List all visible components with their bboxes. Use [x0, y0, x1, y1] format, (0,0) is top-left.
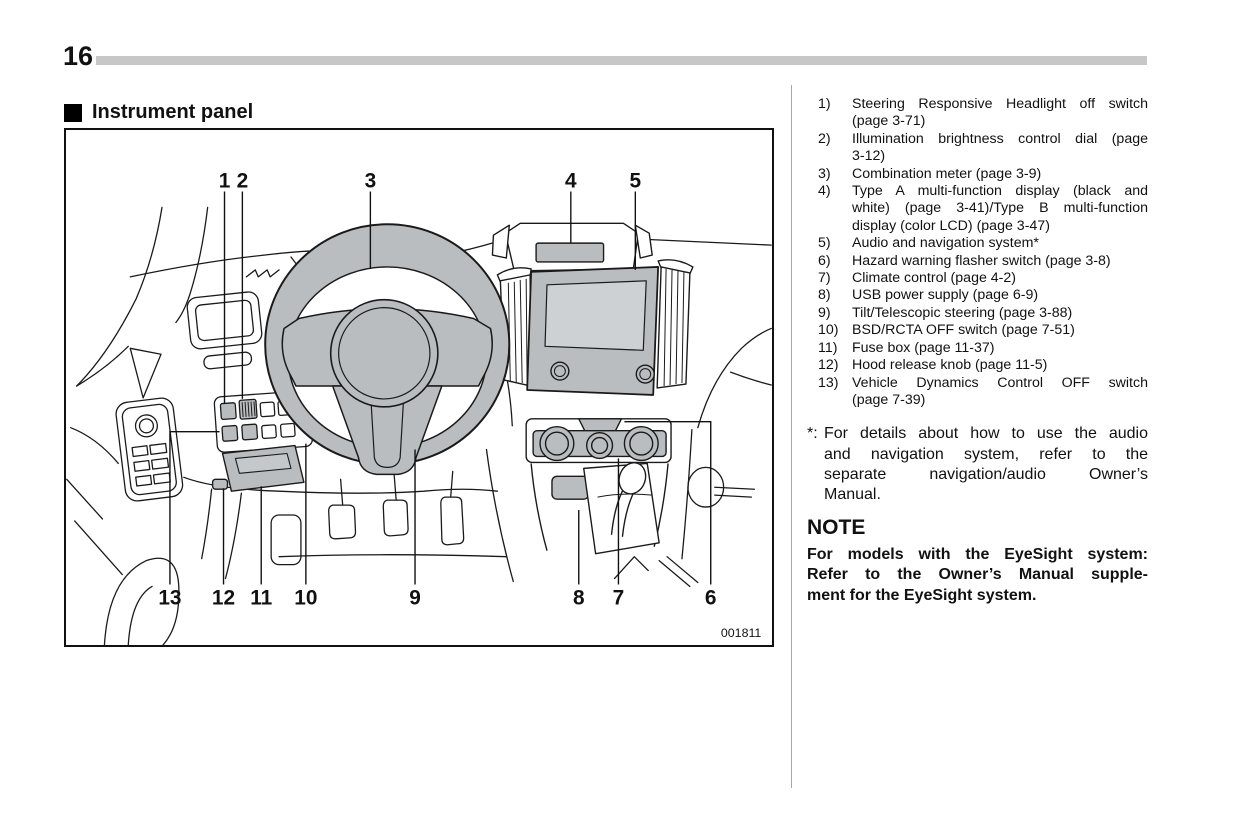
left-air-vent: [186, 291, 265, 371]
callout-5: 5: [629, 169, 642, 193]
hood-release-knob: [213, 479, 228, 489]
audio-knob-left: [551, 362, 569, 380]
center-stack-right-vent: [657, 260, 693, 388]
vdc-off-switch: [222, 425, 238, 441]
callout-8: 8: [572, 586, 585, 610]
note-heading: NOTE: [807, 516, 866, 540]
callout-7: 7: [612, 586, 625, 610]
audio-navigation-unit: [527, 267, 658, 395]
callout-4: 4: [565, 169, 577, 193]
section-heading: [64, 101, 253, 124]
callout-9: 9: [409, 586, 421, 610]
callout-12: 12: [211, 586, 236, 610]
shift-lever: [584, 459, 659, 554]
list-item: 1) Steering Responsive Headlight off switch (page 3-71): [818, 96, 1148, 130]
floor-line: [279, 555, 506, 557]
figure-code: 001811: [720, 626, 762, 641]
list-item: 8) USB power supply (page 6-9): [818, 287, 1039, 304]
list-item: 4) Type A multi-function display (black and white) (page 3-41)/Type B multi-function display (color LCD) (page 3-47): [818, 183, 1148, 234]
callout-6: 6: [704, 586, 717, 610]
note-body: For models with the EyeSight system: Refer to the Owner’s Manual supple- ment for the EyeSight system.: [807, 546, 1148, 604]
callout-11: 11: [250, 586, 273, 610]
illumination-brightness-dial: [239, 399, 257, 419]
header-bar: [96, 56, 1147, 65]
callout-10: 10: [294, 586, 318, 610]
legend-column: [807, 96, 1148, 606]
steering-hub: [331, 300, 438, 407]
instrument-panel-diagram: [66, 130, 772, 645]
list-item: 12) Hood release knob (page 11-5): [818, 357, 1048, 374]
hazard-switch: [579, 419, 622, 431]
windshield-base: [640, 239, 771, 245]
headlight-off-switch: [220, 403, 236, 420]
bsd-rcta-off-switch: [262, 425, 277, 439]
list-item: 2) Illumination brightness control dial (page 3-12): [818, 130, 1148, 165]
callout-3: 3: [364, 169, 377, 193]
window-switch-panel: [115, 397, 184, 503]
multifunction-display: [536, 243, 603, 262]
list-item: 5) Audio and navigation system*: [818, 235, 1039, 252]
list-item: 3) Combination meter (page 3-9): [818, 165, 1042, 182]
usb-power-supply: [552, 476, 589, 499]
pedals: [329, 471, 464, 544]
list-item: 13) Vehicle Dynamics Control OFF switch (page 7-39): [818, 374, 1148, 408]
list-item: 11) Fuse box (page 11-37): [818, 339, 995, 356]
callout-1: 1: [218, 169, 231, 193]
page-number: 16: [63, 41, 94, 71]
callout-13: 13: [158, 586, 182, 610]
audio-knob-right: [636, 365, 654, 383]
mirror-trim: [130, 348, 161, 398]
multifunction-display-hood: [492, 223, 652, 271]
section-square-icon: [64, 104, 82, 122]
a-pillar: [77, 207, 162, 386]
defroster-vent: [246, 270, 279, 277]
navigation-screen: [545, 281, 646, 350]
climate-control-panel: [526, 419, 671, 463]
list-item: 9) Tilt/Telescopic steering (page 3-88): [818, 304, 1073, 321]
section-title: Instrument panel: [92, 101, 254, 123]
dash-top-edge: [130, 251, 309, 277]
list-item: 10) BSD/RCTA OFF switch (page 7-51): [818, 322, 1075, 339]
footnote: *: For details about how to use the audio and navigation system, refer to the separate navigation/audio Owner’s Manual.: [807, 425, 1148, 503]
list-item: 6) Hazard warning flasher switch (page 3-8): [818, 252, 1111, 269]
callout-2: 2: [236, 169, 249, 193]
list-item: 7) Climate control (page 4-2): [818, 270, 1017, 287]
column-divider: [791, 85, 792, 788]
instrument-panel-figure: [64, 128, 774, 647]
